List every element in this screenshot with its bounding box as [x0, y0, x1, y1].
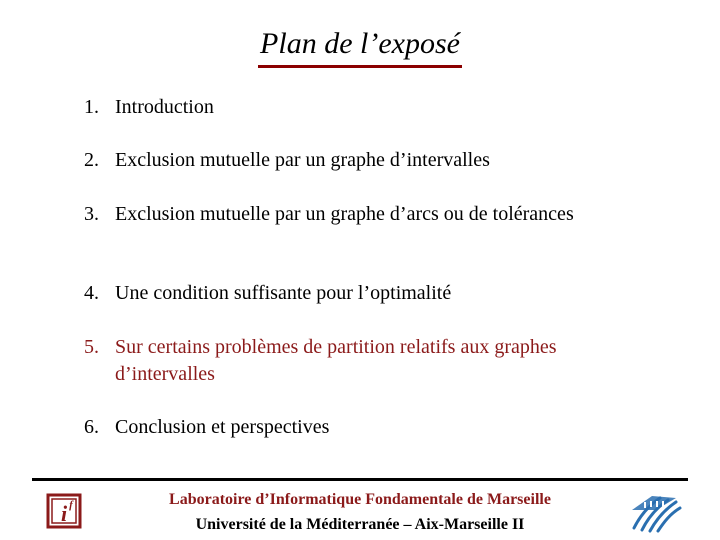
outline-item-text: Conclusion et perspectives: [115, 416, 330, 438]
outline-item-text: Sur certains problèmes de partition relatifs aux graphes d’intervalles: [115, 336, 557, 385]
svg-text:i: i: [60, 501, 68, 526]
outline-item-number: 5.: [84, 336, 99, 358]
outline-item-number: 6.: [84, 416, 99, 438]
outline-item-number: 3.: [84, 203, 99, 225]
footer-text: [0, 487, 720, 537]
footer-university-name: Université de la Méditerranée – Aix-Marseille II: [195, 516, 525, 533]
outline-item-text: Exclusion mutuelle par un graphe d’arcs ou de tolérances: [115, 203, 574, 225]
outline-item-text: Une condition suffisante pour l’optimalité: [115, 282, 452, 304]
title-wrapper: [0, 26, 720, 68]
outline-item-number: 1.: [84, 96, 99, 118]
footer-divider: [32, 478, 688, 481]
slide-title: Plan de l’exposé: [258, 26, 462, 68]
university-logo-icon: [626, 490, 684, 534]
outline-item-text: Introduction: [115, 96, 214, 118]
outline-item-text: Exclusion mutuelle par un graphe d’intervalles: [115, 149, 490, 171]
svg-text:f: f: [69, 499, 73, 511]
outline-item-number: 4.: [84, 282, 99, 304]
footer-lab-name: Laboratoire d’Informatique Fondamentale de Marseille: [169, 491, 551, 508]
outline-item-number: 2.: [84, 149, 99, 171]
